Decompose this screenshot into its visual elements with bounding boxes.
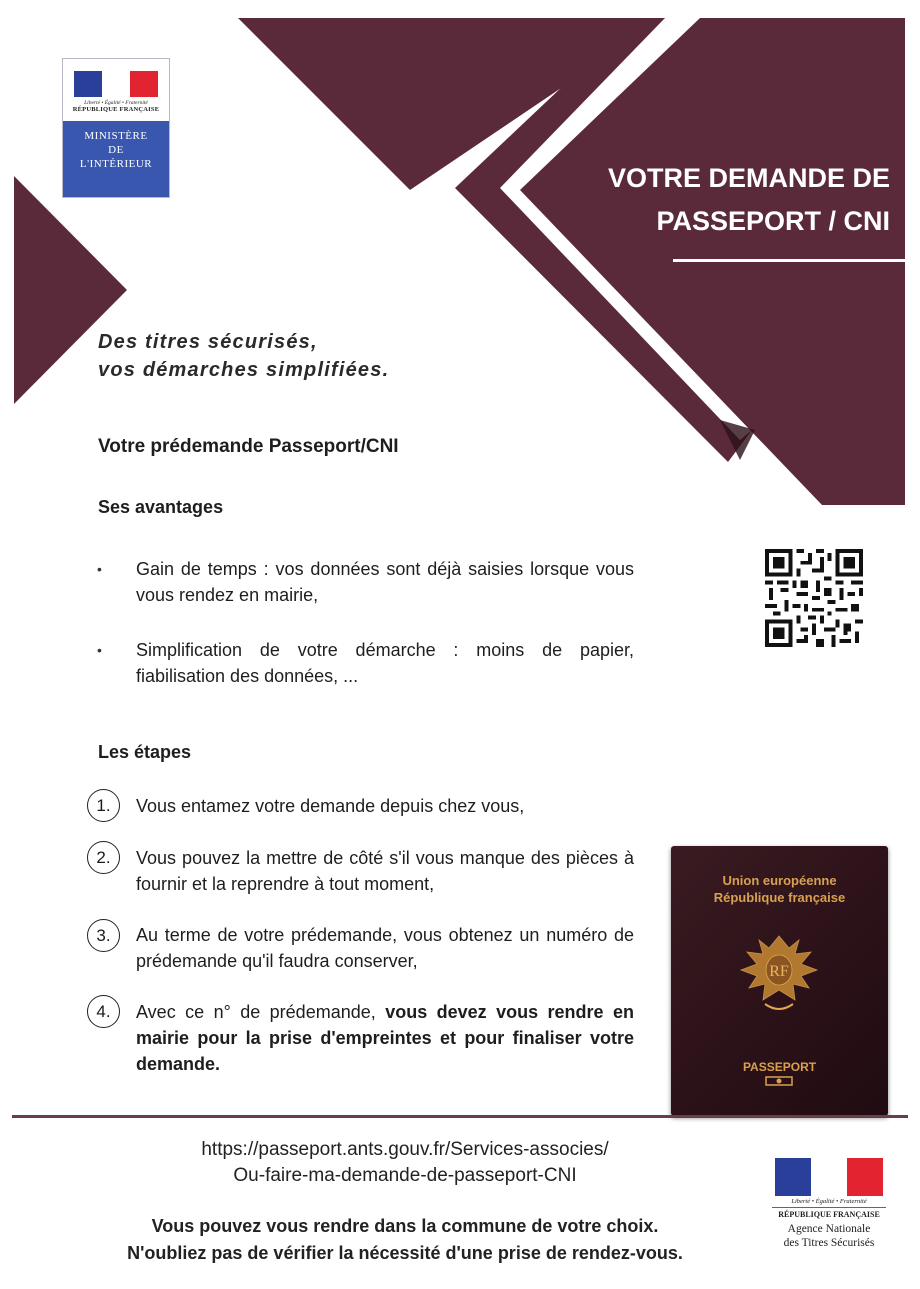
title-line-2: PASSEPORT / CNI — [656, 206, 890, 236]
advantage-item: Simplification de votre démarche : moins de papier, fiabilisation des données, ... — [136, 640, 634, 686]
coat-of-arms-icon — [729, 926, 829, 1018]
ants-motto: Liberté • Égalité • Fraternité — [791, 1198, 867, 1205]
passport-image — [671, 846, 888, 1116]
divider — [12, 1115, 908, 1118]
bullet-icon: • — [97, 561, 102, 577]
slogan — [98, 328, 389, 384]
step-number: 1. — [87, 789, 120, 822]
ants-name-line-2: des Titres Sécurisés — [783, 1237, 875, 1249]
step-bold-text: vous devez vous rendre en mairie pour la prise d'empreintes et pour finaliser votre demande. — [136, 1002, 634, 1074]
title-underline — [673, 259, 905, 262]
step-item — [136, 999, 634, 1077]
ants-name-line-1: Agence Nationale — [787, 1223, 871, 1235]
slogan-line-1: Des titres sécurisés, — [98, 331, 318, 353]
ministry-name — [63, 121, 169, 197]
section-title: Votre prédemande Passeport/CNI — [98, 436, 399, 457]
ministry-logo — [62, 58, 170, 198]
ants-logo — [772, 1158, 886, 1250]
passport-line-2: République française — [713, 890, 846, 905]
step-text: Avec ce n° de prédemande, — [136, 1002, 386, 1022]
url-line-2[interactable]: Ou-faire-ma-demande-de-passeport-CNI — [233, 1165, 577, 1186]
passport-label: PASSEPORT — [742, 1060, 817, 1074]
url-link[interactable] — [80, 1137, 730, 1189]
biometric-chip-icon — [765, 1076, 793, 1086]
ants-name — [772, 1222, 886, 1250]
slogan-line-2: vos démarches simplifiées. — [98, 359, 390, 381]
bullet-icon: • — [97, 642, 102, 658]
logo-motto: Liberté • Égalité • Fraternité — [84, 100, 148, 106]
footer-line-1: Vous pouvez vous rendre dans la commune de votre choix. — [151, 1216, 659, 1236]
step-text: Au terme de votre prédemande, vous obtenez un numéro de prédemande qu'il faudra conserver, — [136, 925, 634, 971]
step-number: 2. — [87, 841, 120, 874]
page-title — [608, 157, 890, 243]
qr-code-icon[interactable] — [765, 549, 863, 647]
french-flag-icon — [63, 59, 169, 97]
step-item — [136, 793, 634, 819]
steps-heading: Les étapes — [98, 742, 192, 762]
ministry-line-2: DE — [108, 144, 124, 156]
passport-line-1: Union européenne — [722, 873, 837, 888]
footer-line-2: N'oubliez pas de vérifier la nécessité d'une prise de rendez-vous. — [127, 1243, 683, 1263]
step-number: 3. — [87, 919, 120, 952]
passport-eu-text — [671, 872, 888, 906]
step-item — [136, 845, 634, 897]
step-number: 4. — [87, 995, 120, 1028]
advantage-item: Gain de temps : vos données sont déjà saisies lorsque vous vous rendez en mairie, — [136, 559, 634, 605]
title-line-1: VOTRE DEMANDE DE — [607, 163, 890, 193]
french-flag-icon — [772, 1158, 886, 1196]
footer-note — [0, 1213, 810, 1267]
step-item — [136, 922, 634, 974]
step-text: Vous entamez votre demande depuis chez vous, — [136, 796, 525, 816]
svg-text:RF: RF — [769, 963, 789, 980]
url-line-1[interactable]: https://passeport.ants.gouv.fr/Services-associes/ — [201, 1139, 609, 1160]
logo-country: RÉPUBLIQUE FRANÇAISE — [72, 106, 160, 113]
step-text: Vous pouvez la mettre de côté s'il vous manque des pièces à fournir et la reprendre à tout moment, — [136, 848, 634, 894]
ants-country: RÉPUBLIQUE FRANÇAISE — [772, 1207, 886, 1219]
advantages-heading: Ses avantages — [98, 497, 224, 517]
ministry-line-1: MINISTÈRE — [84, 130, 148, 142]
ministry-line-3: L'INTÉRIEUR — [79, 158, 153, 170]
